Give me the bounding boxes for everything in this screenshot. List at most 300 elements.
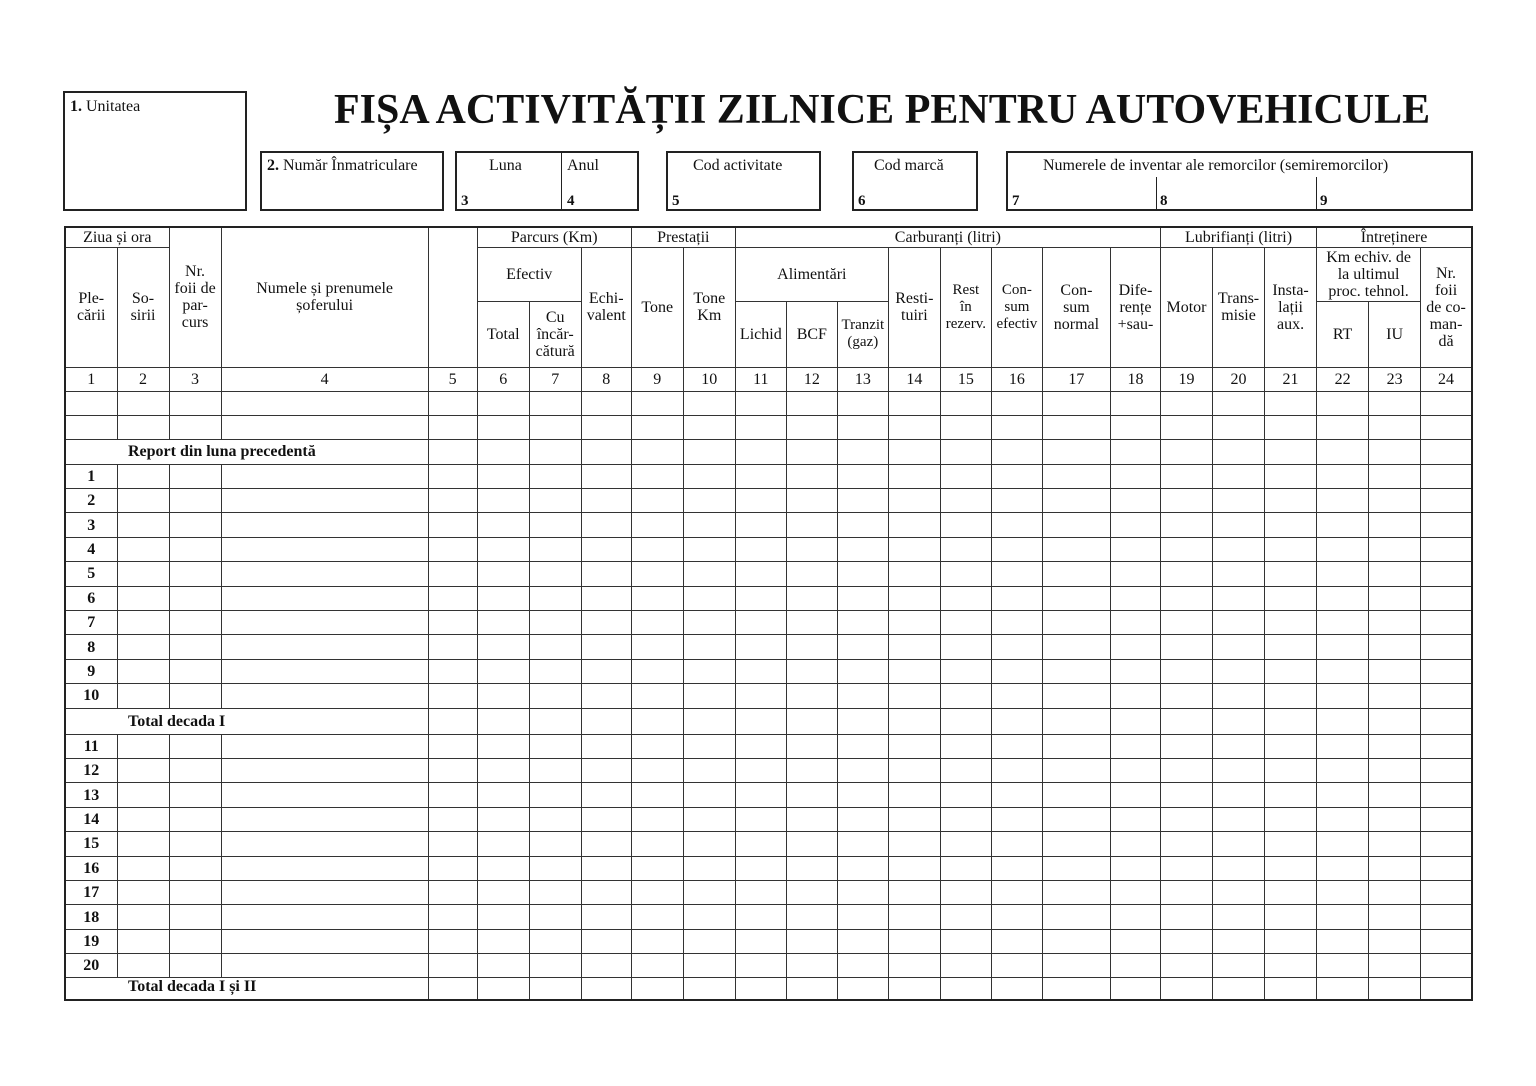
table-cell[interactable] xyxy=(477,758,529,782)
table-cell[interactable] xyxy=(477,611,529,635)
table-cell[interactable] xyxy=(888,978,940,1000)
table-cell[interactable] xyxy=(735,832,786,856)
table-cell[interactable] xyxy=(1213,440,1265,464)
table-cell[interactable] xyxy=(837,489,888,513)
table-cell[interactable] xyxy=(735,489,786,513)
table-cell[interactable] xyxy=(888,684,940,708)
table-cell[interactable] xyxy=(117,464,169,488)
table-cell[interactable] xyxy=(1042,708,1110,734)
table-cell[interactable] xyxy=(1265,489,1317,513)
table-cell[interactable] xyxy=(428,464,477,488)
table-cell[interactable] xyxy=(837,611,888,635)
table-cell[interactable] xyxy=(529,758,581,782)
table-cell[interactable] xyxy=(683,562,735,586)
table-cell[interactable] xyxy=(1213,856,1265,880)
table-cell[interactable] xyxy=(169,464,221,488)
table-cell[interactable] xyxy=(581,734,631,758)
table-cell[interactable] xyxy=(221,734,428,758)
table-cell[interactable] xyxy=(1213,880,1265,904)
table-cell[interactable] xyxy=(735,684,786,708)
table-cell[interactable] xyxy=(683,783,735,807)
table-cell[interactable] xyxy=(581,489,631,513)
table-cell[interactable] xyxy=(940,659,991,683)
table-cell[interactable] xyxy=(1042,537,1110,561)
table-cell[interactable] xyxy=(221,684,428,708)
table-cell[interactable] xyxy=(786,758,837,782)
table-cell[interactable] xyxy=(1317,635,1369,659)
table-cell[interactable] xyxy=(837,684,888,708)
table-cell[interactable] xyxy=(581,391,631,415)
table-cell[interactable] xyxy=(169,415,221,439)
table-cell[interactable] xyxy=(1421,562,1472,586)
table-cell[interactable] xyxy=(735,464,786,488)
table-cell[interactable] xyxy=(1110,586,1160,610)
table-cell[interactable] xyxy=(581,954,631,978)
table-cell[interactable] xyxy=(631,586,683,610)
table-cell[interactable] xyxy=(428,856,477,880)
table-cell[interactable] xyxy=(1110,440,1160,464)
table-cell[interactable] xyxy=(631,856,683,880)
table-cell[interactable] xyxy=(991,659,1042,683)
table-cell[interactable] xyxy=(991,391,1042,415)
table-cell[interactable] xyxy=(940,586,991,610)
table-cell[interactable] xyxy=(1042,562,1110,586)
table-cell[interactable] xyxy=(1369,880,1421,904)
table-cell[interactable] xyxy=(65,391,117,415)
table-cell[interactable] xyxy=(1110,880,1160,904)
table-cell[interactable] xyxy=(1110,489,1160,513)
table-cell[interactable] xyxy=(631,489,683,513)
table-cell[interactable] xyxy=(1317,489,1369,513)
table-cell[interactable] xyxy=(837,440,888,464)
table-cell[interactable] xyxy=(786,391,837,415)
table-cell[interactable] xyxy=(631,684,683,708)
table-cell[interactable] xyxy=(683,832,735,856)
table-cell[interactable] xyxy=(1110,513,1160,537)
table-cell[interactable] xyxy=(1317,783,1369,807)
table-cell[interactable] xyxy=(1421,832,1472,856)
table-cell[interactable] xyxy=(683,807,735,831)
table-cell[interactable] xyxy=(221,880,428,904)
table-cell[interactable] xyxy=(683,978,735,1000)
table-cell[interactable] xyxy=(581,586,631,610)
table-cell[interactable] xyxy=(1317,513,1369,537)
table-cell[interactable] xyxy=(735,856,786,880)
table-cell[interactable] xyxy=(1213,783,1265,807)
table-cell[interactable] xyxy=(1369,807,1421,831)
table-cell[interactable] xyxy=(117,734,169,758)
table-cell[interactable] xyxy=(991,684,1042,708)
table-cell[interactable] xyxy=(1421,684,1472,708)
table-cell[interactable] xyxy=(786,489,837,513)
table-cell[interactable] xyxy=(581,905,631,929)
table-cell[interactable] xyxy=(169,832,221,856)
table-cell[interactable] xyxy=(529,708,581,734)
table-cell[interactable] xyxy=(529,440,581,464)
table-cell[interactable] xyxy=(1265,880,1317,904)
table-cell[interactable] xyxy=(940,635,991,659)
table-cell[interactable] xyxy=(1042,880,1110,904)
table-cell[interactable] xyxy=(1042,832,1110,856)
table-cell[interactable] xyxy=(1161,489,1213,513)
table-cell[interactable] xyxy=(1421,758,1472,782)
table-cell[interactable] xyxy=(683,537,735,561)
table-cell[interactable] xyxy=(1110,635,1160,659)
table-cell[interactable] xyxy=(1265,929,1317,953)
table-cell[interactable] xyxy=(631,440,683,464)
table-cell[interactable] xyxy=(1161,586,1213,610)
table-cell[interactable] xyxy=(991,440,1042,464)
table-cell[interactable] xyxy=(735,783,786,807)
table-cell[interactable] xyxy=(1213,659,1265,683)
table-cell[interactable] xyxy=(786,684,837,708)
table-cell[interactable] xyxy=(991,758,1042,782)
table-cell[interactable] xyxy=(1317,464,1369,488)
table-cell[interactable] xyxy=(221,929,428,953)
table-cell[interactable] xyxy=(1317,391,1369,415)
cod-marca-box[interactable] xyxy=(852,151,978,211)
table-cell[interactable] xyxy=(169,684,221,708)
table-cell[interactable] xyxy=(735,807,786,831)
table-cell[interactable] xyxy=(1265,586,1317,610)
table-cell[interactable] xyxy=(1421,489,1472,513)
table-cell[interactable] xyxy=(1213,611,1265,635)
table-cell[interactable] xyxy=(888,708,940,734)
table-cell[interactable] xyxy=(683,734,735,758)
table-cell[interactable] xyxy=(117,586,169,610)
table-cell[interactable] xyxy=(581,880,631,904)
table-cell[interactable] xyxy=(221,783,428,807)
table-cell[interactable] xyxy=(529,856,581,880)
table-cell[interactable] xyxy=(581,978,631,1000)
table-cell[interactable] xyxy=(837,537,888,561)
table-cell[interactable] xyxy=(1421,954,1472,978)
table-cell[interactable] xyxy=(940,734,991,758)
table-cell[interactable] xyxy=(428,537,477,561)
table-cell[interactable] xyxy=(1161,734,1213,758)
table-cell[interactable] xyxy=(529,562,581,586)
table-cell[interactable] xyxy=(1369,905,1421,929)
table-cell[interactable] xyxy=(529,464,581,488)
table-cell[interactable] xyxy=(428,659,477,683)
table-cell[interactable] xyxy=(1110,758,1160,782)
table-cell[interactable] xyxy=(1042,489,1110,513)
table-cell[interactable] xyxy=(529,415,581,439)
table-cell[interactable] xyxy=(1213,635,1265,659)
table-cell[interactable] xyxy=(581,807,631,831)
table-cell[interactable] xyxy=(940,489,991,513)
table-cell[interactable] xyxy=(735,562,786,586)
table-cell[interactable] xyxy=(1421,611,1472,635)
table-cell[interactable] xyxy=(837,954,888,978)
table-cell[interactable] xyxy=(888,758,940,782)
table-cell[interactable] xyxy=(1265,856,1317,880)
table-cell[interactable] xyxy=(1265,659,1317,683)
table-cell[interactable] xyxy=(529,391,581,415)
table-cell[interactable] xyxy=(169,929,221,953)
table-cell[interactable] xyxy=(1161,513,1213,537)
table-cell[interactable] xyxy=(117,513,169,537)
table-cell[interactable] xyxy=(991,415,1042,439)
table-cell[interactable] xyxy=(1369,415,1421,439)
table-cell[interactable] xyxy=(1317,880,1369,904)
remorci-box[interactable] xyxy=(1006,151,1473,211)
table-cell[interactable] xyxy=(991,464,1042,488)
table-cell[interactable] xyxy=(221,832,428,856)
table-cell[interactable] xyxy=(631,978,683,1000)
table-cell[interactable] xyxy=(1213,513,1265,537)
table-cell[interactable] xyxy=(117,415,169,439)
table-cell[interactable] xyxy=(221,954,428,978)
table-cell[interactable] xyxy=(1369,734,1421,758)
table-cell[interactable] xyxy=(888,929,940,953)
table-cell[interactable] xyxy=(117,929,169,953)
table-cell[interactable] xyxy=(940,978,991,1000)
table-cell[interactable] xyxy=(1110,415,1160,439)
table-cell[interactable] xyxy=(683,856,735,880)
table-cell[interactable] xyxy=(837,856,888,880)
table-cell[interactable] xyxy=(631,611,683,635)
table-cell[interactable] xyxy=(940,783,991,807)
table-cell[interactable] xyxy=(940,611,991,635)
table-cell[interactable] xyxy=(1369,708,1421,734)
table-cell[interactable] xyxy=(683,489,735,513)
table-cell[interactable] xyxy=(169,807,221,831)
table-cell[interactable] xyxy=(117,905,169,929)
table-cell[interactable] xyxy=(221,513,428,537)
table-cell[interactable] xyxy=(428,635,477,659)
table-cell[interactable] xyxy=(1042,905,1110,929)
table-cell[interactable] xyxy=(991,905,1042,929)
table-cell[interactable] xyxy=(428,684,477,708)
table-cell[interactable] xyxy=(117,758,169,782)
table-cell[interactable] xyxy=(529,684,581,708)
table-cell[interactable] xyxy=(683,708,735,734)
table-cell[interactable] xyxy=(221,905,428,929)
table-cell[interactable] xyxy=(837,807,888,831)
table-cell[interactable] xyxy=(1421,586,1472,610)
table-cell[interactable] xyxy=(735,978,786,1000)
table-cell[interactable] xyxy=(1369,537,1421,561)
table-cell[interactable] xyxy=(169,880,221,904)
table-cell[interactable] xyxy=(1369,562,1421,586)
table-cell[interactable] xyxy=(1042,440,1110,464)
table-cell[interactable] xyxy=(477,586,529,610)
table-cell[interactable] xyxy=(940,562,991,586)
table-cell[interactable] xyxy=(221,562,428,586)
table-cell[interactable] xyxy=(786,807,837,831)
table-cell[interactable] xyxy=(837,734,888,758)
table-cell[interactable] xyxy=(991,562,1042,586)
table-cell[interactable] xyxy=(221,586,428,610)
table-cell[interactable] xyxy=(1161,954,1213,978)
table-cell[interactable] xyxy=(221,856,428,880)
table-cell[interactable] xyxy=(631,758,683,782)
table-cell[interactable] xyxy=(65,415,117,439)
table-cell[interactable] xyxy=(888,513,940,537)
table-cell[interactable] xyxy=(529,489,581,513)
table-cell[interactable] xyxy=(1421,856,1472,880)
table-cell[interactable] xyxy=(529,659,581,683)
table-cell[interactable] xyxy=(477,537,529,561)
table-cell[interactable] xyxy=(1317,537,1369,561)
table-cell[interactable] xyxy=(1213,929,1265,953)
table-cell[interactable] xyxy=(940,929,991,953)
table-cell[interactable] xyxy=(1161,440,1213,464)
table-cell[interactable] xyxy=(1213,586,1265,610)
table-cell[interactable] xyxy=(117,562,169,586)
table-cell[interactable] xyxy=(786,586,837,610)
table-cell[interactable] xyxy=(735,513,786,537)
table-cell[interactable] xyxy=(888,880,940,904)
table-cell[interactable] xyxy=(1110,659,1160,683)
table-cell[interactable] xyxy=(1421,635,1472,659)
table-cell[interactable] xyxy=(428,586,477,610)
table-cell[interactable] xyxy=(221,489,428,513)
table-cell[interactable] xyxy=(888,440,940,464)
table-cell[interactable] xyxy=(1369,758,1421,782)
table-cell[interactable] xyxy=(1042,659,1110,683)
table-cell[interactable] xyxy=(1421,929,1472,953)
table-cell[interactable] xyxy=(117,832,169,856)
table-cell[interactable] xyxy=(581,659,631,683)
table-cell[interactable] xyxy=(1369,783,1421,807)
table-cell[interactable] xyxy=(581,832,631,856)
table-cell[interactable] xyxy=(837,708,888,734)
table-cell[interactable] xyxy=(1369,684,1421,708)
table-cell[interactable] xyxy=(631,391,683,415)
table-cell[interactable] xyxy=(683,513,735,537)
table-cell[interactable] xyxy=(1042,978,1110,1000)
table-cell[interactable] xyxy=(1161,659,1213,683)
table-cell[interactable] xyxy=(1213,954,1265,978)
table-cell[interactable] xyxy=(428,880,477,904)
table-cell[interactable] xyxy=(786,440,837,464)
table-cell[interactable] xyxy=(786,708,837,734)
luna-anul-box[interactable] xyxy=(455,151,639,211)
table-cell[interactable] xyxy=(221,758,428,782)
table-cell[interactable] xyxy=(1317,586,1369,610)
table-cell[interactable] xyxy=(221,391,428,415)
table-cell[interactable] xyxy=(683,929,735,953)
table-cell[interactable] xyxy=(1369,929,1421,953)
table-cell[interactable] xyxy=(631,537,683,561)
table-cell[interactable] xyxy=(888,562,940,586)
table-cell[interactable] xyxy=(1317,978,1369,1000)
table-cell[interactable] xyxy=(1161,684,1213,708)
table-cell[interactable] xyxy=(581,758,631,782)
table-cell[interactable] xyxy=(837,758,888,782)
table-cell[interactable] xyxy=(581,783,631,807)
table-cell[interactable] xyxy=(169,513,221,537)
table-cell[interactable] xyxy=(786,537,837,561)
table-cell[interactable] xyxy=(683,415,735,439)
table-cell[interactable] xyxy=(991,880,1042,904)
table-cell[interactable] xyxy=(1265,708,1317,734)
table-cell[interactable] xyxy=(1369,856,1421,880)
table-cell[interactable] xyxy=(940,905,991,929)
table-cell[interactable] xyxy=(1213,391,1265,415)
table-cell[interactable] xyxy=(1369,978,1421,1000)
table-cell[interactable] xyxy=(1042,807,1110,831)
table-cell[interactable] xyxy=(1110,807,1160,831)
table-cell[interactable] xyxy=(529,734,581,758)
table-cell[interactable] xyxy=(117,537,169,561)
table-cell[interactable] xyxy=(837,978,888,1000)
table-cell[interactable] xyxy=(940,708,991,734)
table-cell[interactable] xyxy=(1213,905,1265,929)
table-cell[interactable] xyxy=(1213,978,1265,1000)
table-cell[interactable] xyxy=(735,415,786,439)
table-cell[interactable] xyxy=(1213,758,1265,782)
table-cell[interactable] xyxy=(786,880,837,904)
table-cell[interactable] xyxy=(683,440,735,464)
table-cell[interactable] xyxy=(1369,586,1421,610)
table-cell[interactable] xyxy=(888,783,940,807)
table-cell[interactable] xyxy=(631,562,683,586)
table-cell[interactable] xyxy=(221,537,428,561)
table-cell[interactable] xyxy=(683,954,735,978)
table-cell[interactable] xyxy=(735,586,786,610)
table-cell[interactable] xyxy=(786,929,837,953)
table-cell[interactable] xyxy=(477,856,529,880)
table-cell[interactable] xyxy=(529,513,581,537)
table-cell[interactable] xyxy=(169,537,221,561)
table-cell[interactable] xyxy=(581,440,631,464)
table-cell[interactable] xyxy=(735,734,786,758)
table-cell[interactable] xyxy=(991,832,1042,856)
table-cell[interactable] xyxy=(1317,611,1369,635)
table-cell[interactable] xyxy=(428,562,477,586)
table-cell[interactable] xyxy=(477,562,529,586)
table-cell[interactable] xyxy=(1042,684,1110,708)
table-cell[interactable] xyxy=(117,954,169,978)
table-cell[interactable] xyxy=(631,734,683,758)
table-cell[interactable] xyxy=(428,391,477,415)
table-cell[interactable] xyxy=(1042,758,1110,782)
table-cell[interactable] xyxy=(888,954,940,978)
table-cell[interactable] xyxy=(1265,832,1317,856)
table-cell[interactable] xyxy=(1369,440,1421,464)
table-cell[interactable] xyxy=(428,708,477,734)
table-cell[interactable] xyxy=(1110,832,1160,856)
table-cell[interactable] xyxy=(991,856,1042,880)
table-cell[interactable] xyxy=(117,659,169,683)
table-cell[interactable] xyxy=(888,611,940,635)
table-cell[interactable] xyxy=(683,905,735,929)
table-cell[interactable] xyxy=(1042,391,1110,415)
table-cell[interactable] xyxy=(169,611,221,635)
table-cell[interactable] xyxy=(1369,513,1421,537)
table-cell[interactable] xyxy=(1317,440,1369,464)
table-cell[interactable] xyxy=(1110,391,1160,415)
table-cell[interactable] xyxy=(1042,954,1110,978)
table-cell[interactable] xyxy=(1161,708,1213,734)
table-cell[interactable] xyxy=(477,464,529,488)
table-cell[interactable] xyxy=(1265,635,1317,659)
table-cell[interactable] xyxy=(1317,758,1369,782)
table-cell[interactable] xyxy=(1161,391,1213,415)
table-cell[interactable] xyxy=(169,758,221,782)
table-cell[interactable] xyxy=(735,880,786,904)
table-cell[interactable] xyxy=(631,513,683,537)
table-cell[interactable] xyxy=(786,635,837,659)
table-cell[interactable] xyxy=(837,562,888,586)
table-cell[interactable] xyxy=(991,489,1042,513)
table-cell[interactable] xyxy=(1161,537,1213,561)
table-cell[interactable] xyxy=(888,464,940,488)
table-cell[interactable] xyxy=(1265,391,1317,415)
